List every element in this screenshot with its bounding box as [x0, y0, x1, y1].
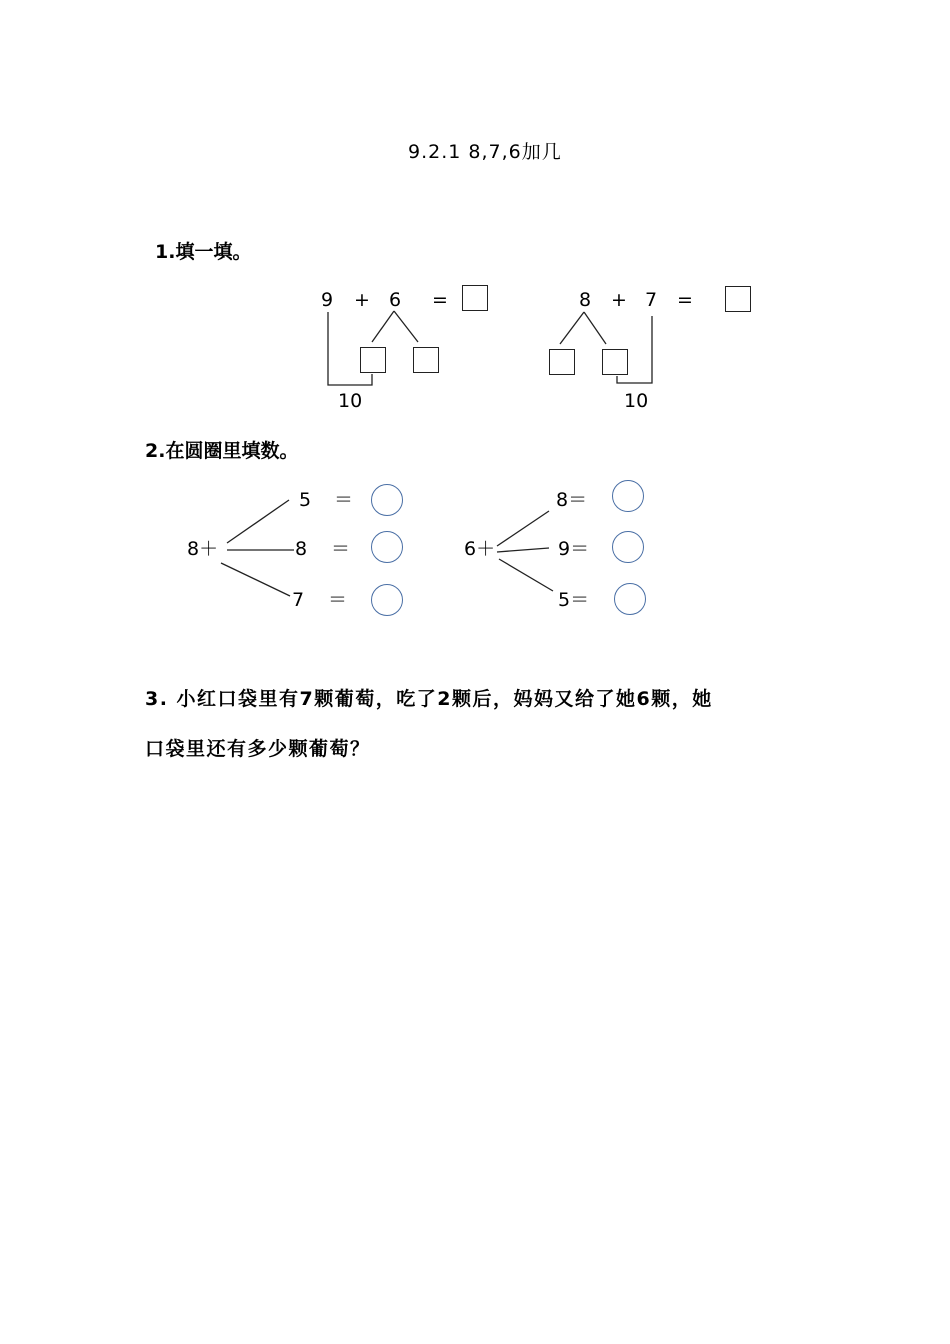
q1-left-branch-2: [394, 311, 418, 342]
q1-right-bracket: [617, 316, 652, 383]
q2-left-line-3: [221, 563, 290, 596]
q2-right-item-1: 8＝: [556, 489, 588, 511]
q2-left-item-2: 8: [295, 538, 308, 560]
q1-right-equals: =: [677, 289, 693, 311]
q1-left-branch-1: [372, 311, 394, 342]
q1-right-plus: +: [611, 289, 627, 311]
q2-left-line-1: [227, 500, 289, 543]
q1-right-addend-a: 8: [579, 289, 592, 311]
q2-right-item-2: 9＝: [558, 538, 590, 560]
q1-right-ten-label: 10: [624, 390, 649, 412]
q2-left-eq-2: ＝: [331, 538, 351, 560]
q2-right-line-1: [497, 511, 549, 546]
q1-right-branch-2: [584, 312, 606, 344]
page-title: 9.2.1 8,7,6加几: [408, 141, 562, 163]
q1-left-ten-label: 10: [338, 390, 363, 412]
q2-right-line-2: [497, 548, 549, 552]
q3-line-1: 3. 小红口袋里有7颗葡萄，吃了2颗后，妈妈又给了她6颗，她: [145, 688, 713, 710]
q1-heading: 1.填一填。: [155, 241, 252, 263]
q2-left-base: 8＋: [187, 538, 219, 560]
q1-left-bracket: [328, 312, 372, 385]
q2-heading: 2.在圆圈里填数。: [145, 440, 299, 462]
q1-left-addend-b: 6: [389, 289, 402, 311]
q1-left-equals: =: [432, 289, 448, 311]
q1-left-plus: +: [354, 289, 370, 311]
q2-left-item-3: 7: [292, 589, 305, 611]
q2-left-eq-3: ＝: [328, 589, 348, 611]
q1-right-addend-b: 7: [645, 289, 658, 311]
q1-right-branch-1: [560, 312, 584, 344]
q3-line-2: 口袋里还有多少颗葡萄？: [145, 738, 371, 760]
q2-right-line-3: [499, 559, 553, 591]
q1-left-addend-a: 9: [321, 289, 334, 311]
q2-right-item-3: 5＝: [558, 589, 590, 611]
q2-right-base: 6＋: [464, 538, 496, 560]
q2-left-eq-1: ＝: [334, 489, 354, 511]
q2-left-item-1: 5: [299, 489, 312, 511]
